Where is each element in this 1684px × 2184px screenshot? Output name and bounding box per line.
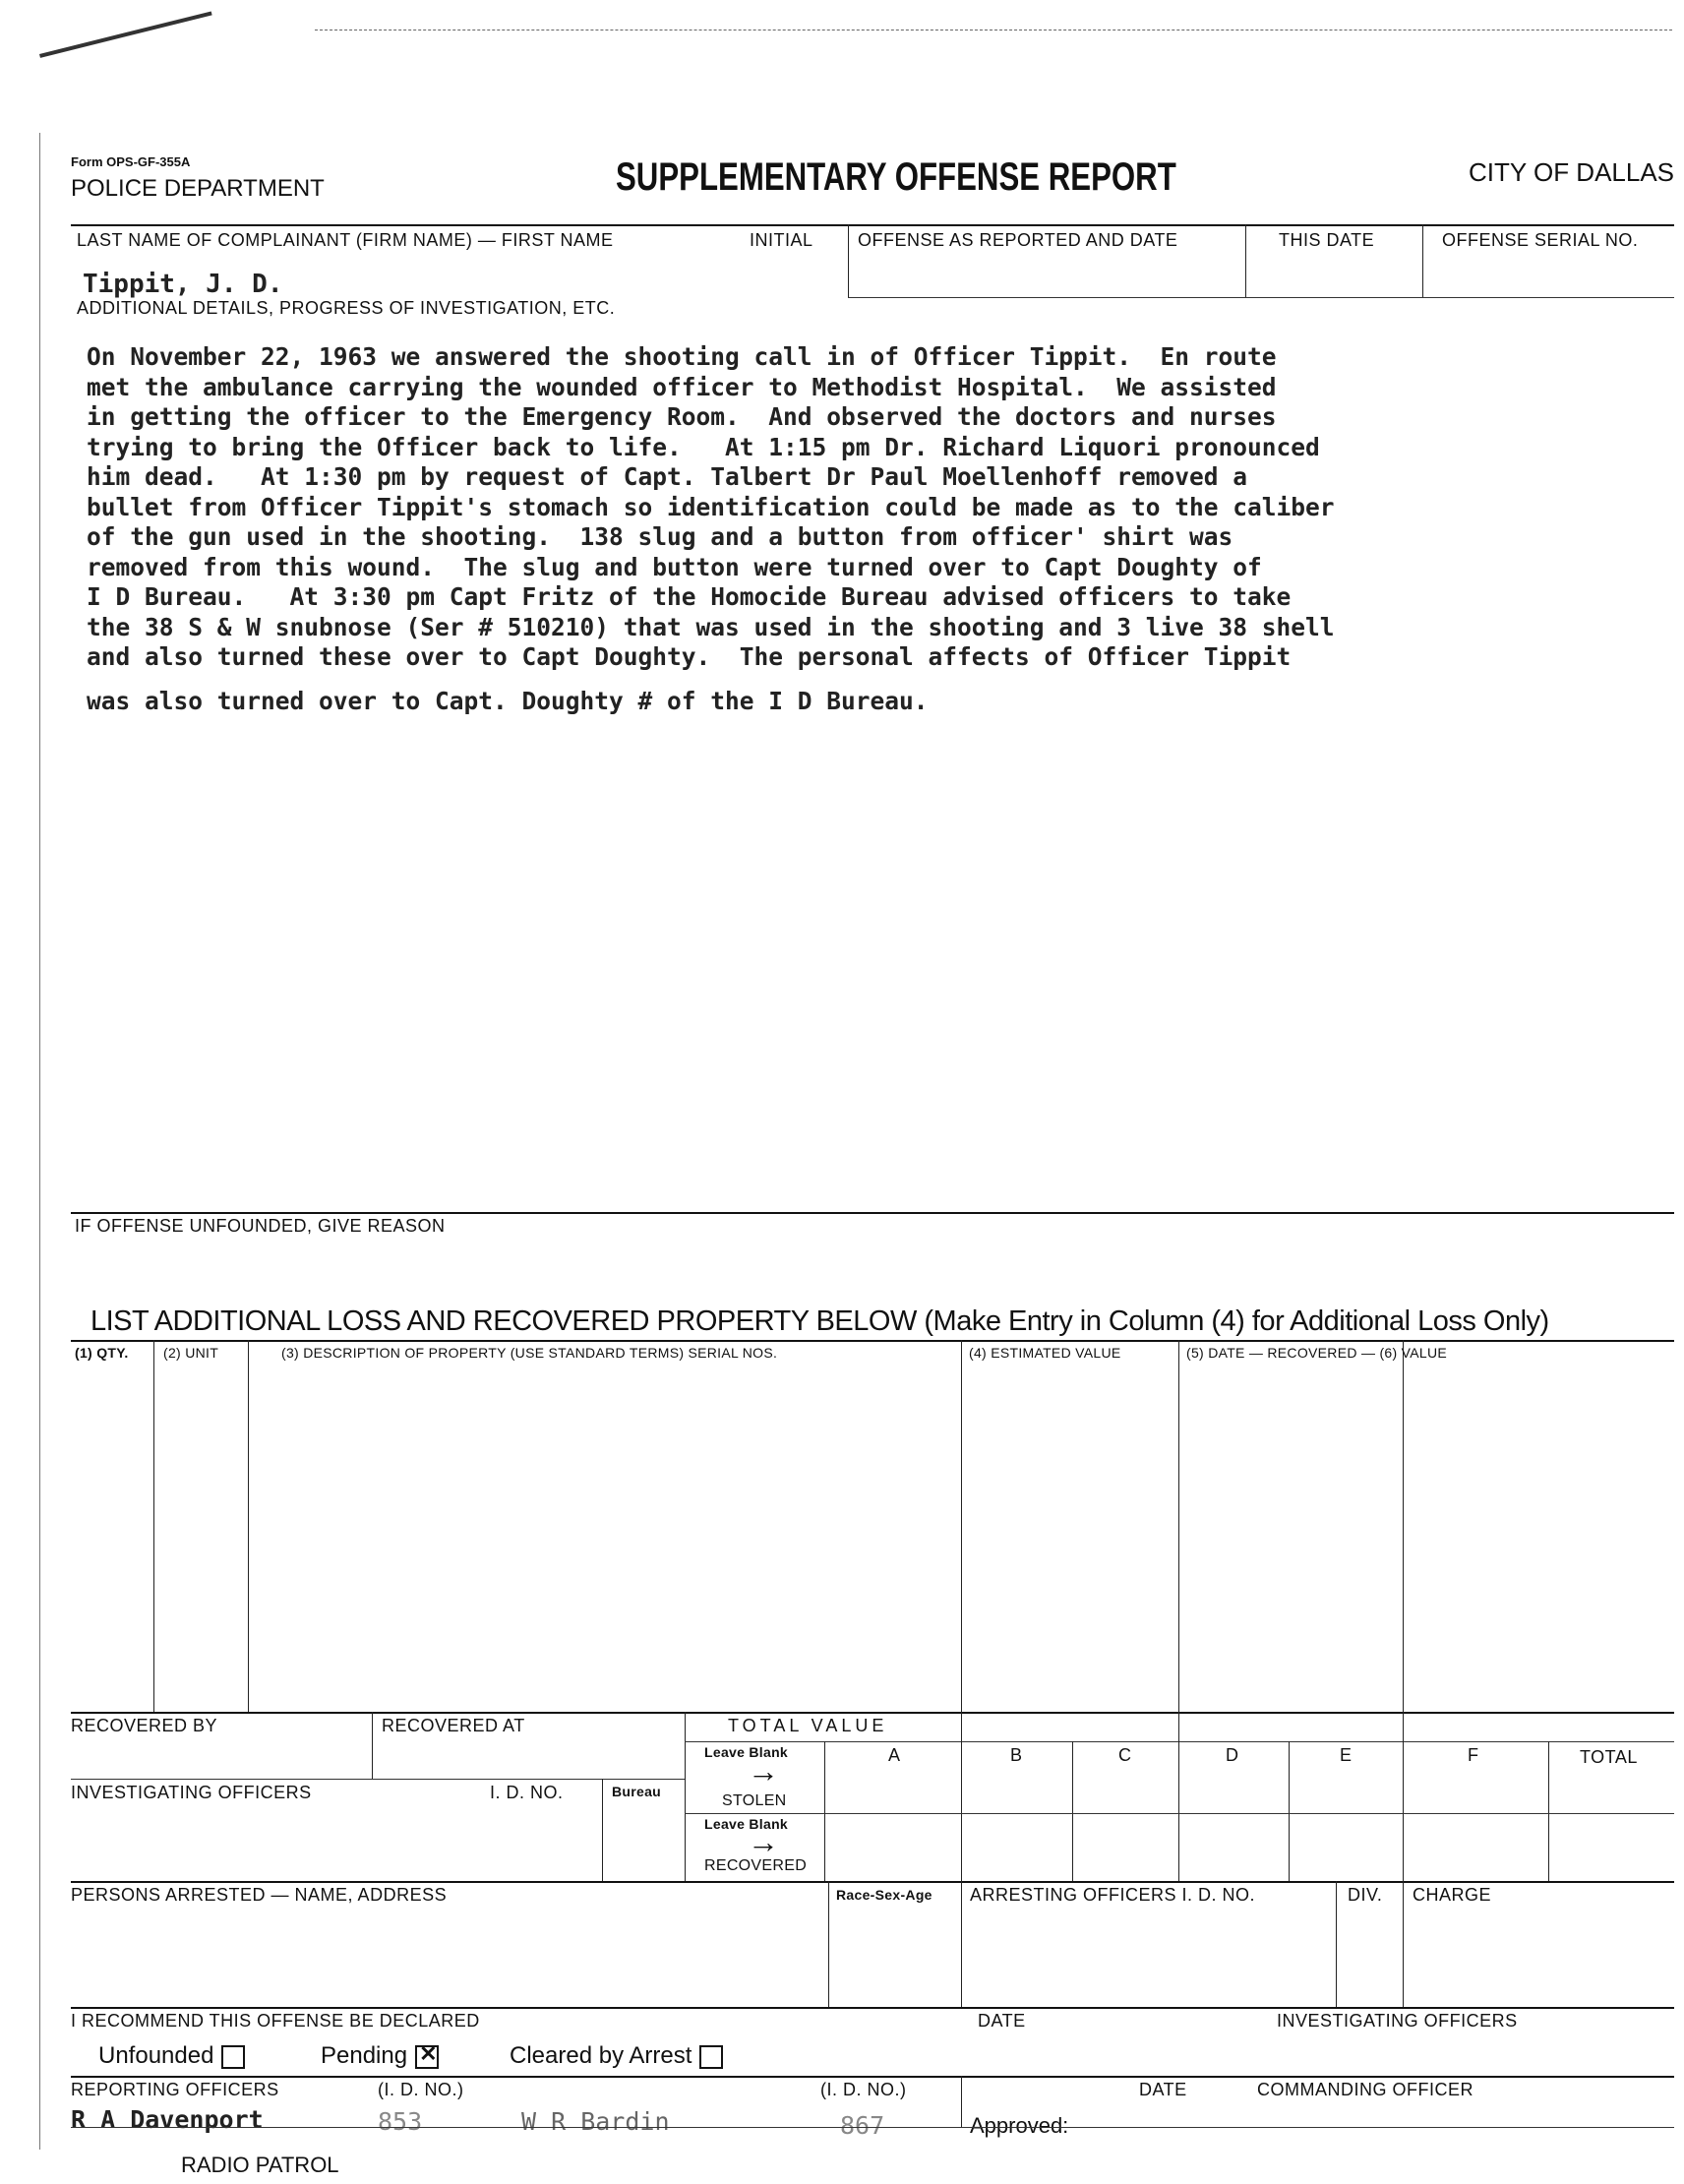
narrative-line: I D Bureau. At 3:30 pm Capt Fritz of the Homocide Bureau advised officers to take xyxy=(87,582,1292,611)
cleared-option-label: Cleared by Arrest xyxy=(510,2042,692,2069)
officer1-id: 853 xyxy=(378,2107,423,2136)
this-date-label: THIS DATE xyxy=(1279,230,1375,250)
col-c-divider xyxy=(1072,1741,1073,1881)
col-f-label: F xyxy=(1468,1745,1479,1765)
reporting-id2-label: (I. D. NO.) xyxy=(820,2080,907,2099)
form-title: SUPPLEMENTARY OFFENSE REPORT xyxy=(616,155,1176,199)
unfounded-label: IF OFFENSE UNFOUNDED, GIVE REASON xyxy=(75,1216,446,1236)
approved-divider xyxy=(961,2076,962,2127)
narrative-text xyxy=(87,342,1660,716)
col-total-divider xyxy=(1548,1741,1549,1881)
reporting-top-rule xyxy=(71,2076,1674,2078)
radio-patrol-label: RADIO PATROL xyxy=(181,2153,339,2177)
leave-blank-recovered: Leave Blank xyxy=(704,1816,789,1832)
div-label: DIV. xyxy=(1348,1885,1383,1905)
narrative-line: the 38 S & W snubnose (Ser # 510210) that was used in the shooting and 3 live 38 shell xyxy=(87,612,1335,641)
charge-label: CHARGE xyxy=(1413,1885,1492,1905)
narrative-line: and also turned these over to Capt Doughty. The personal affects of Officer Tippit xyxy=(87,642,1292,671)
property-top-rule xyxy=(71,1340,1674,1342)
col-unit-label: (2) UNIT xyxy=(163,1345,219,1361)
recommend-top-rule xyxy=(71,2007,1674,2009)
officer1-name: R A Davenport xyxy=(71,2105,264,2134)
top-fields-bottom-rule xyxy=(848,297,1674,298)
stolen-label: STOLEN xyxy=(722,1792,787,1809)
col-d-divider xyxy=(1178,1712,1179,1881)
div-divider xyxy=(1336,1881,1337,2007)
col-c-label: C xyxy=(1118,1745,1132,1765)
offense-divider xyxy=(848,224,849,297)
col-total-label: TOTAL xyxy=(1580,1747,1638,1767)
reporting-date-label: DATE xyxy=(1139,2080,1187,2099)
initial-label: INITIAL xyxy=(750,230,813,250)
leave-blank-stolen: Leave Blank xyxy=(704,1744,789,1760)
unit-divider xyxy=(248,1340,249,1712)
col-b-divider xyxy=(961,1712,962,1881)
col-e-divider xyxy=(1289,1741,1290,1881)
narrative-line: bullet from Officer Tippit's stomach so identification could be made as to the caliber xyxy=(87,492,1335,521)
arrow-icon: → xyxy=(748,1753,779,1789)
narrative-line: him dead. At 1:30 pm by request of Capt. Talbert Dr Paul Moellenhoff removed a xyxy=(87,462,1248,491)
narrative-line: in getting the officer to the Emergency Room. And observed the doctors and nurses xyxy=(87,402,1277,431)
arresting-officers-label: ARRESTING OFFICERS I. D. NO. xyxy=(970,1885,1256,1905)
officer2-id: 867 xyxy=(840,2111,885,2140)
check-mark-icon: ✕ xyxy=(419,2040,438,2066)
approved-label: Approved: xyxy=(970,2113,1069,2138)
unfounded-rule xyxy=(71,1212,1674,1214)
cleared-option[interactable] xyxy=(510,2042,723,2070)
race-divider xyxy=(828,1881,829,2007)
est-divider xyxy=(1178,1340,1179,1712)
narrative-line: was also turned over to Capt. Doughty # of the I D Bureau. xyxy=(87,686,929,715)
bureau-label: Bureau xyxy=(612,1784,662,1799)
col-f-divider xyxy=(1403,1712,1404,1881)
pen-stroke xyxy=(39,11,212,57)
qty-divider xyxy=(153,1340,154,1712)
page-left-edge xyxy=(39,133,40,2150)
race-sex-age-label: Race-Sex-Age xyxy=(836,1887,932,1903)
unfounded-option[interactable] xyxy=(98,2042,245,2070)
bureau-divider xyxy=(602,1779,603,1881)
narrative-line: On November 22, 1963 we answered the shooting call in of Officer Tippit. En route xyxy=(87,342,1277,371)
arrow-icon: → xyxy=(748,1824,779,1859)
col-a-divider xyxy=(824,1741,825,1881)
recommend-label: I RECOMMEND THIS OFFENSE BE DECLARED xyxy=(71,2011,480,2031)
col-e-label: E xyxy=(1340,1745,1353,1765)
col-b-label: B xyxy=(1010,1745,1023,1765)
col-est-label: (4) ESTIMATED VALUE xyxy=(969,1345,1121,1361)
reporting-officers-label: REPORTING OFFICERS xyxy=(71,2080,279,2099)
stolen-rule xyxy=(685,1813,1674,1814)
recovered-at-divider xyxy=(372,1712,373,1779)
serial-divider xyxy=(1422,224,1423,297)
total-value-rule xyxy=(685,1741,1674,1742)
reporting-bottom-rule xyxy=(71,2127,1674,2128)
narrative-line: removed from this wound. The slug and button were turned over to Capt Doughty of xyxy=(87,552,1262,581)
charge-divider xyxy=(1403,1881,1404,2007)
complainant-value: Tippit, J. D. xyxy=(83,270,283,299)
col-qty-label: (1) QTY. xyxy=(75,1345,129,1361)
serial-label: OFFENSE SERIAL NO. xyxy=(1442,230,1639,250)
complainant-label: LAST NAME OF COMPLAINANT (FIRM NAME) — FIRST NAME xyxy=(77,230,614,250)
recovered-at-label: RECOVERED AT xyxy=(382,1716,525,1735)
leave-blank-divider xyxy=(685,1712,686,1881)
form-number: Form OPS-GF-355A xyxy=(71,154,191,169)
officer2-name: W R Bardin xyxy=(521,2107,670,2136)
date-divider xyxy=(1403,1340,1404,1712)
recovered-by-label: RECOVERED BY xyxy=(71,1716,218,1735)
reporting-id1-label: (I. D. NO.) xyxy=(378,2080,464,2099)
totals-top-rule xyxy=(71,1712,1674,1714)
id-no-label: I. D. NO. xyxy=(490,1783,564,1802)
col-date-label: (5) DATE — RECOVERED — (6) VALUE xyxy=(1186,1345,1448,1361)
city-name: CITY OF DALLAS xyxy=(1469,157,1675,187)
department-name: POLICE DEPARTMENT xyxy=(71,175,325,202)
total-value-label: TOTAL VALUE xyxy=(728,1716,888,1735)
property-heading: LIST ADDITIONAL LOSS AND RECOVERED PROPERTY BELOW (Make Entry in Column (4) for Additional Loss Only) xyxy=(90,1305,1549,1337)
unfounded-option-label: Unfounded xyxy=(98,2042,214,2069)
unfounded-checkbox[interactable] xyxy=(221,2045,245,2069)
recommend-date-label: DATE xyxy=(978,2011,1026,2031)
narrative-line: of the gun used in the shooting. 138 slug and a button from officer' shirt was xyxy=(87,522,1233,551)
commanding-officer-label: COMMANDING OFFICER xyxy=(1257,2080,1474,2099)
details-label: ADDITIONAL DETAILS, PROGRESS OF INVESTIGATION, ETC. xyxy=(77,298,616,318)
this-date-divider xyxy=(1245,224,1246,297)
pending-option-label: Pending xyxy=(321,2042,408,2069)
arresting-divider xyxy=(961,1881,962,2007)
pending-checkbox[interactable] xyxy=(415,2040,439,2069)
col-a-label: A xyxy=(888,1745,901,1765)
recommend-investigating-label: INVESTIGATING OFFICERS xyxy=(1277,2011,1518,2031)
col-d-label: D xyxy=(1226,1745,1239,1765)
recovered-label: RECOVERED xyxy=(704,1857,808,1874)
narrative-line: met the ambulance carrying the wounded officer to Methodist Hospital. We assisted xyxy=(87,372,1277,401)
pending-option[interactable] xyxy=(321,2042,439,2070)
top-fields-top-rule xyxy=(71,224,1674,226)
cleared-checkbox[interactable] xyxy=(699,2045,723,2069)
offense-label: OFFENSE AS REPORTED AND DATE xyxy=(858,230,1178,250)
investigating-officers-label: INVESTIGATING OFFICERS xyxy=(71,1783,312,1802)
col-desc-label: (3) DESCRIPTION OF PROPERTY (USE STANDARD TERMS) SERIAL NOS. xyxy=(281,1345,778,1361)
narrative-line: trying to bring the Officer back to life. At 1:15 pm Dr. Richard Liquori pronounced xyxy=(87,432,1320,461)
persons-arrested-label: PERSONS ARRESTED — NAME, ADDRESS xyxy=(71,1885,448,1905)
investigating-rule xyxy=(71,1779,685,1780)
arrests-top-rule xyxy=(71,1881,1674,1883)
desc-divider xyxy=(961,1340,962,1712)
